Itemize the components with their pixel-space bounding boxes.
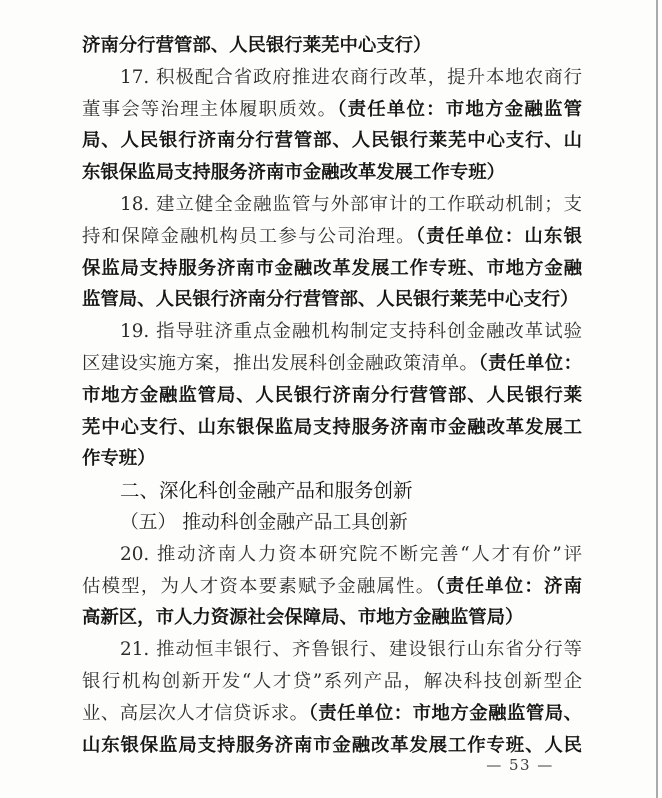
scan-edge-line <box>656 0 658 798</box>
body-text: 董事会等治理主体履职质效。 <box>82 98 338 120</box>
text-line <box>82 698 582 730</box>
responsible-unit-text: 局、人民银行济南分行营管部、人民银行莱芜中心支行、山 <box>82 130 582 152</box>
text-line <box>82 380 582 412</box>
body-text: 18. 建立健全金融监管与外部审计的工作联动机制；支 <box>120 193 582 215</box>
body-text: 业、高层次人才信贷诉求。 <box>82 702 309 724</box>
text-line <box>82 30 582 62</box>
text-line <box>82 316 582 348</box>
text-line <box>82 602 582 634</box>
responsible-unit-text: 济南分行营管部、人民银行莱芜中心支行） <box>82 35 432 56</box>
responsible-unit-text: 高新区，市人力资源社会保障局、市地方金融监管局） <box>82 607 524 629</box>
body-text: 19. 指导驻济重点金融机构制定支持科创金融改革试验 <box>120 321 582 343</box>
responsible-unit-text: 东银保监局支持服务济南市金融改革发展工作专班） <box>82 162 505 184</box>
text-line <box>82 94 582 126</box>
responsible-unit-text: 芜中心支行、山东银保监局支持服务济南市金融改革发展工 <box>82 416 582 438</box>
text-line <box>82 348 582 380</box>
text-line <box>82 571 582 603</box>
text-line <box>82 443 582 475</box>
body-text: 持和保障金融机构员工参与公司治理。 <box>82 225 416 247</box>
body-text: 估模型，为人才资本要素赋予金融属性。 <box>82 575 436 597</box>
body-text: （五） 推动科创金融产品工具创新 <box>120 511 408 533</box>
text-line <box>82 412 582 444</box>
body-text: 二、深化科创金融产品和服务创新 <box>120 479 413 503</box>
responsible-unit-text: 作专班） <box>82 448 156 470</box>
text-line <box>82 284 582 316</box>
subsection-heading <box>82 507 582 539</box>
responsible-unit-text: 市地方金融监管局、人民银行济南分行营管部、人民银行莱 <box>82 384 582 406</box>
body-text: 17. 积极配合省政府推进农商行改革，提升本地农商行 <box>120 66 582 88</box>
text-line <box>82 125 582 157</box>
responsible-unit-text: （责任单位：济南 <box>435 575 582 597</box>
responsible-unit-text: 监管局、人民银行济南分行营管部、人民银行莱芜中心支行） <box>82 289 579 311</box>
section-heading <box>82 475 582 507</box>
body-text: 银行机构创新开发“人才贷”系列产品，解决科技创新型企 <box>82 670 582 692</box>
text-line <box>82 62 582 94</box>
responsible-unit-text: 保监局支持服务济南市金融改革发展工作专班、市地方金融 <box>82 257 582 279</box>
text-line <box>82 539 582 571</box>
responsible-unit-text: （责任单位：山东银 <box>415 225 582 247</box>
body-text: 区建设实施方案，推出发展科创金融政策清单。 <box>82 352 479 374</box>
responsible-unit-text: （责任单位：市地方金融监管局、 <box>308 702 582 724</box>
text-line <box>82 221 582 253</box>
page-number: — 53 — <box>486 756 554 774</box>
body-text: 20. 推动济南人力资本研究院不断完善“人才有价”评 <box>120 543 582 565</box>
text-line <box>82 253 582 285</box>
body-text: 21. 推动恒丰银行、齐鲁银行、建设银行山东省分行等 <box>120 639 582 661</box>
text-line <box>82 666 582 698</box>
responsible-unit-text: （责任单位：市地方金融监管 <box>337 98 582 120</box>
responsible-unit-text: 山东银保监局支持服务济南市金融改革发展工作专班、人民 <box>82 734 582 756</box>
responsible-unit-text: （责任单位： <box>478 352 582 374</box>
text-line <box>82 157 582 189</box>
text-line <box>82 634 582 666</box>
document-body-text <box>82 30 582 761</box>
text-line <box>82 189 582 221</box>
